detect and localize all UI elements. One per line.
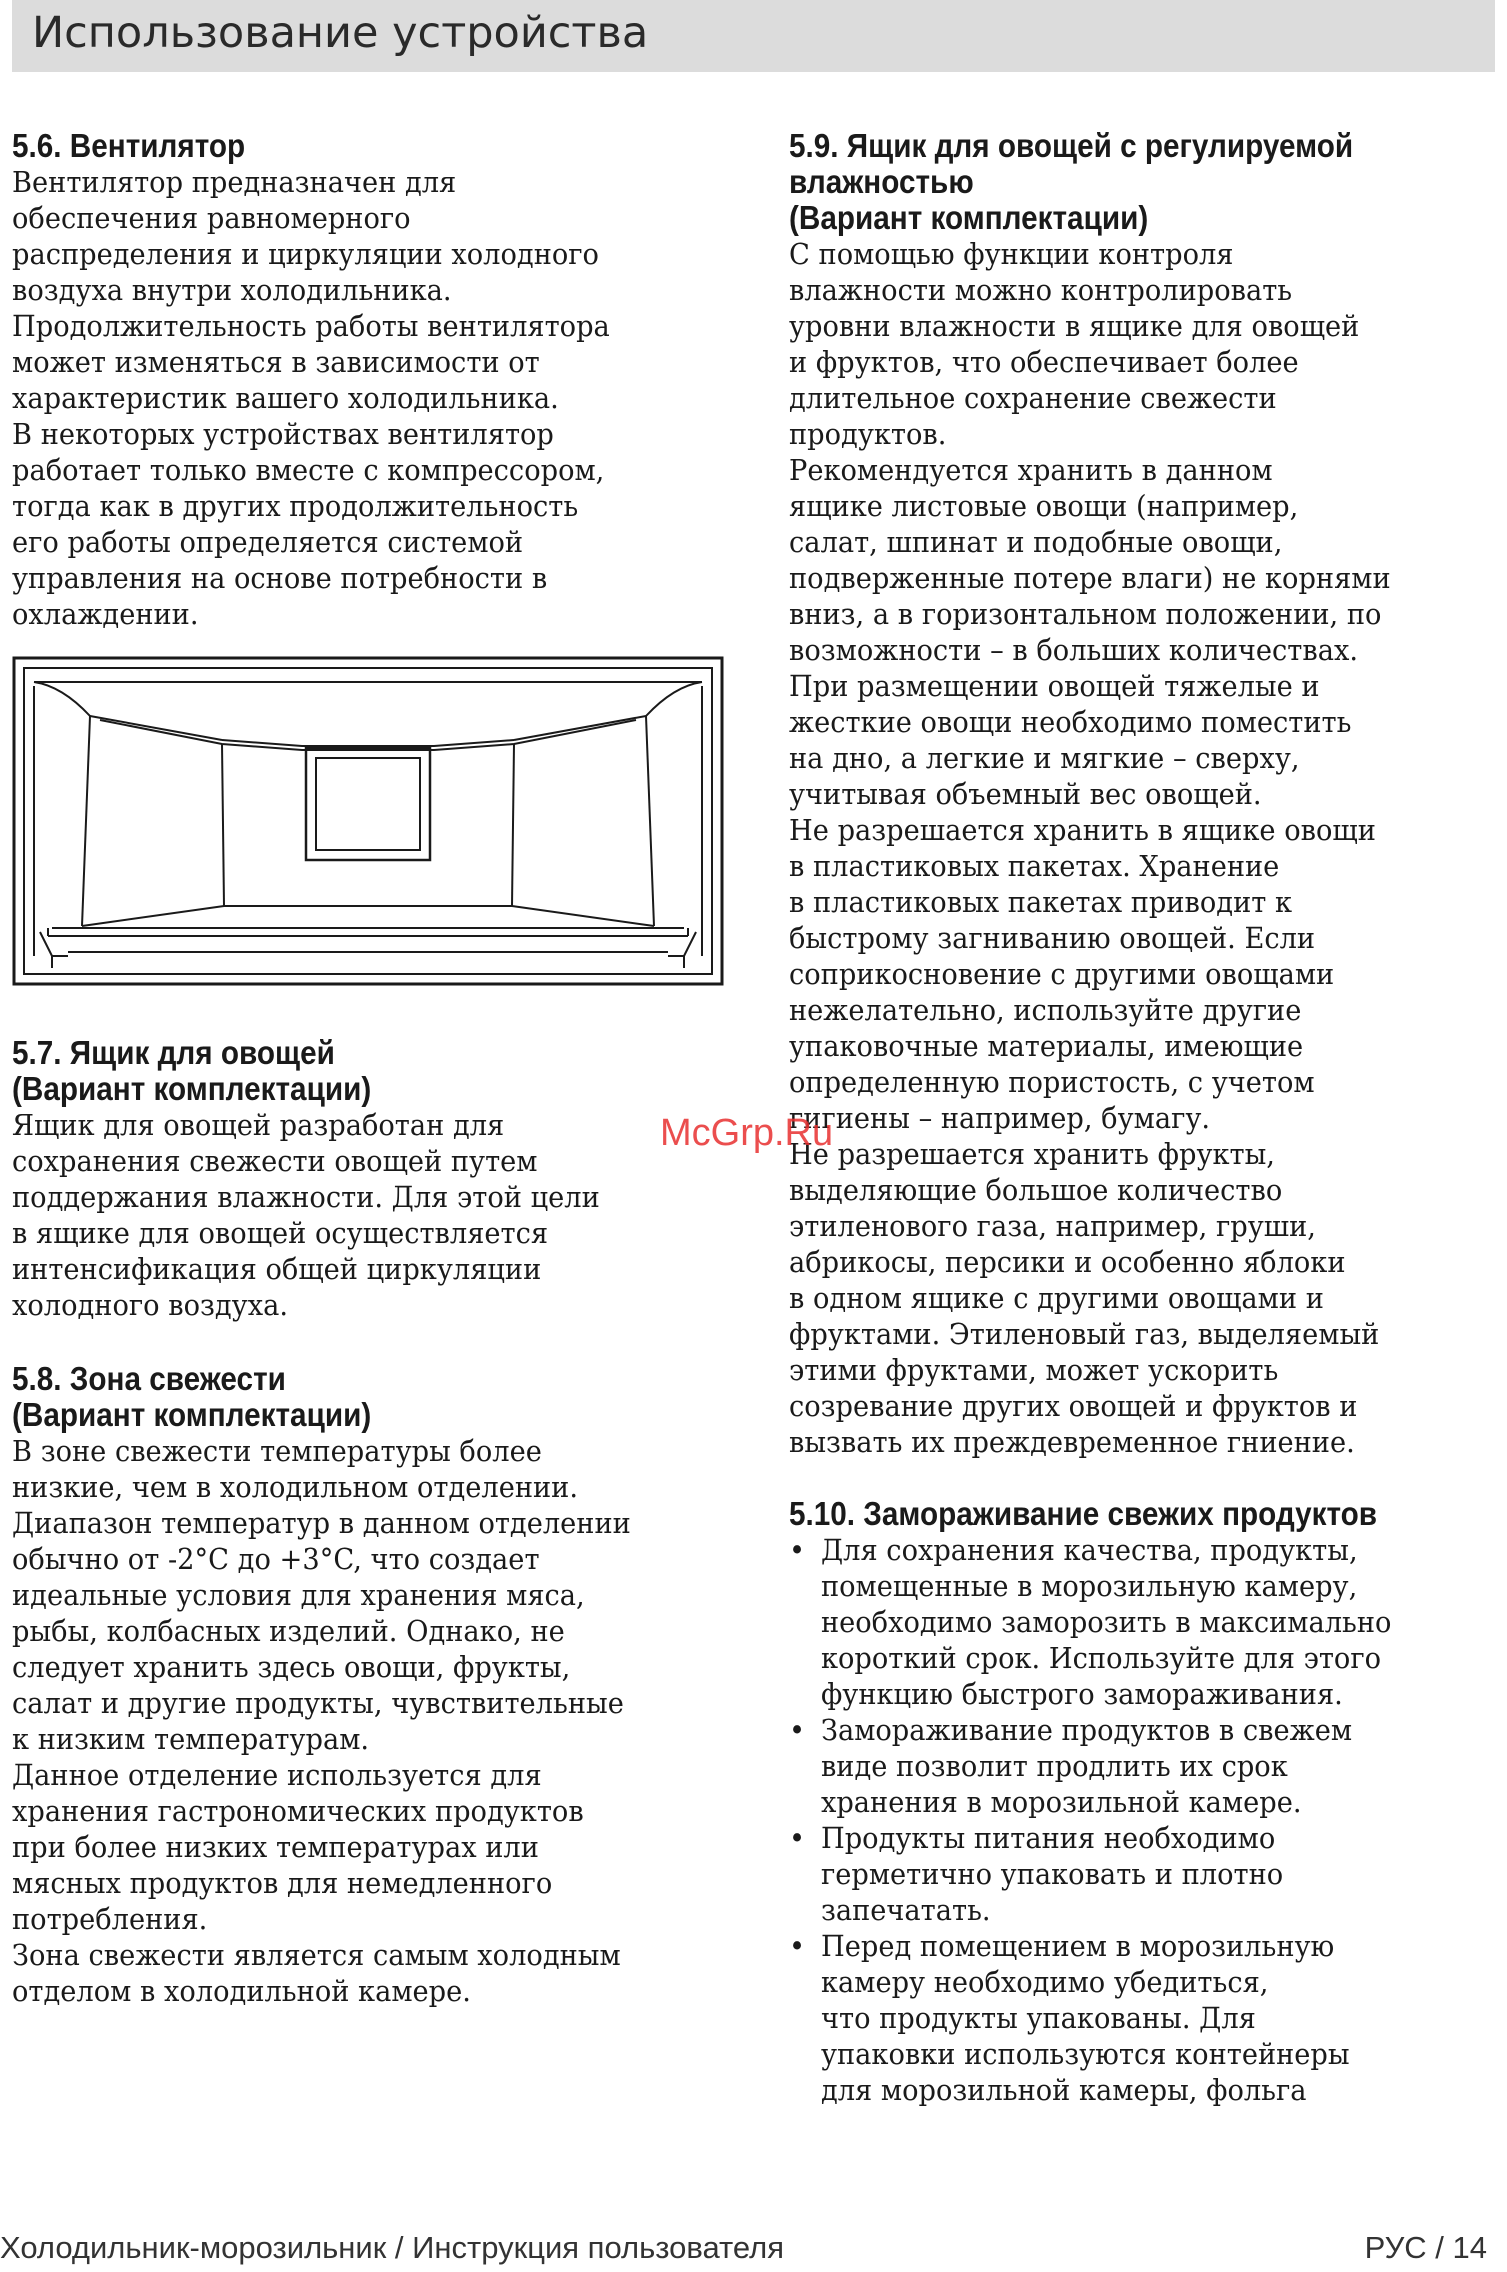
section-5-7 (12, 1035, 734, 1323)
freezing-tips-list (789, 1532, 1499, 2108)
section-5-9-text: С помощью функции контроля влажности можно контролировать уровни влажности в ящике для овощей и фруктов, что обеспечивает более длительное сохранение свежести продуктов. Рекомендуется хранить в данном ящике листовые овощи (например, салат, шпинат и подобные овощи, подверженные потере влаги) не корнями вниз, а в горизонтальном положении, по возможности – в больших количествах. При размещении овощей тяжелые и жесткие овощи необходимо поместить на дно, а легкие и мягкие – сверху, учитывая объемный вес овощей. Не разрешается хранить в ящике овощи в пластиковых пакетах. Хранение в пластиковых пакетах приводит к быстрому загниванию овощей. Если соприкосновение с другими овощами нежелательно, используйте другие упаковочные материалы, имеющие определенную пористость, с учетом гигиены – например, бумагу. Не разрешается хранить фрукты, выделяющие большое количество этиленового газа, например, груши, абрикосы, персики и особенно яблоки в одном ящике с другими овощами и фруктами. Этиленовый газ, выделяемый этими фруктами, может ускорить созревание других овощей и фруктов и вызвать их преждевременное гниение. (789, 237, 1391, 1459)
section-5-7-subtitle: (Вариант комплектации) (12, 1070, 372, 1107)
section-5-10 (789, 1496, 1499, 2108)
footer-page-number: РУС / 14 (1364, 2230, 1487, 2265)
list-item: • Для сохранения качества, продукты, помещенные в морозильную камеру, необходимо заморозить в максимально короткий срок. Используйте для этого функцию быстрого замораживания. (789, 1532, 1456, 1712)
list-item: • Замораживание продуктов в свежем виде позволит продлить их срок хранения в морозильной камере. (789, 1712, 1456, 1820)
section-5-8 (12, 1361, 734, 2009)
footer-document-title: Холодильник-морозильник / Инструкция пользователя (0, 2230, 784, 2265)
page-title: Использование устройства (32, 8, 649, 58)
right-column (789, 128, 1499, 2108)
section-5-8-text: В зоне свежести температуры более низкие, чем в холодильном отделении. Диапазон температур в данном отделении обычно от -2°C до +3°C, что создает идеальные условия для хранения мяса, рыбы, колбасных изделий. Однако, не следует хранить здесь овощи, фрукты, салат и другие продукты, чувствительные к низким температурам. Данное отделение используется для хранения гастрономических продуктов при более низких температурах или мясных продуктов для немедленного потребления. Зона свежести является самым холодным отделом в холодильной камере. (12, 1434, 631, 2008)
section-5-7-title: 5.7. Ящик для овощей (12, 1034, 335, 1071)
section-5-7-text: Ящик для овощей разработан для сохранения свежести овощей путем поддержания влажности. Для этой цели в ящике для овощей осуществляется интенсификация общей циркуляции холодного воздуха. (12, 1108, 600, 1322)
list-item: • Перед помещением в морозильную камеру необходимо убедиться, что продукты упакованы. Для упаковки используются контейнеры для морозильной камеры, фольга (789, 1928, 1456, 2108)
page-header (12, 0, 1495, 72)
fan-compartment-illustration (12, 656, 724, 986)
section-5-6-text: Вентилятор предназначен для обеспечения равномерного распределения и циркуляции холодного воздуха внутри холодильника. Продолжительность работы вентилятора может изменяться в зависимости от характеристик вашего холодильника. В некоторых устройствах вентилятор работает только вместе с компрессором, тогда как в других продолжительность его работы определяется системой управления на основе потребности в охлаждении. (12, 165, 610, 631)
left-column (12, 128, 734, 2009)
section-5-9-subtitle: (Вариант комплектации) (789, 199, 1149, 236)
section-5-8-title: 5.8. Зона свежести (12, 1360, 286, 1397)
section-5-9-title-cont: влажностью (789, 163, 974, 200)
list-item: • Продукты питания необходимо герметично упаковать и плотно запечатать. (789, 1820, 1456, 1928)
section-5-9-title: 5.9. Ящик для овощей с регулируемой (789, 127, 1354, 164)
section-5-6-title: 5.6. Вентилятор (12, 127, 246, 164)
section-5-9 (789, 128, 1499, 1460)
section-5-8-subtitle: (Вариант комплектации) (12, 1396, 372, 1433)
section-5-10-title: 5.10. Замораживание свежих продуктов (789, 1495, 1378, 1532)
section-5-6 (12, 128, 734, 632)
watermark: McGrp.Ru (660, 1112, 834, 1154)
